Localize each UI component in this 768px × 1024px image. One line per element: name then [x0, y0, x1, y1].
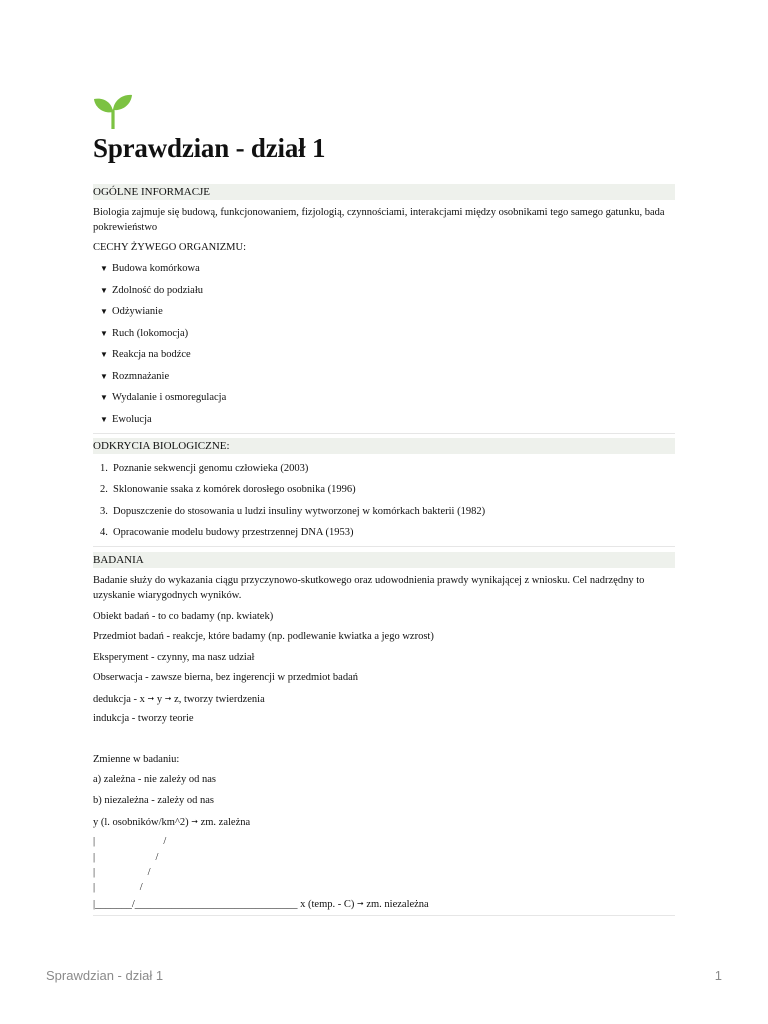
section-heading-discoveries: ODKRYCIA BIOLOGICZNE:	[93, 438, 675, 454]
divider	[93, 546, 675, 547]
toggle-item[interactable]: ▼ Rozmnażanie	[100, 371, 170, 382]
toggle-item[interactable]: ▼ Reakcja na bodźce	[100, 349, 191, 360]
variables-heading: Zmienne w badaniu:	[93, 754, 180, 765]
triangle-down-icon[interactable]: ▼	[100, 329, 108, 338]
toggle-item[interactable]: ▼ Wydalanie i osmoregulacja	[100, 392, 227, 403]
divider	[93, 915, 675, 916]
triangle-down-icon[interactable]: ▼	[100, 307, 108, 316]
page-title: Sprawdzian - dział 1	[93, 133, 326, 163]
triangle-down-icon[interactable]: ▼	[100, 286, 108, 295]
research-observation: Obserwacja - zawsze bierna, bez ingerencji w przedmiot badań	[93, 672, 358, 683]
list-item: 1. Poznanie sekwencji genomu człowieka (2003)	[100, 463, 309, 474]
triangle-down-icon[interactable]: ▼	[100, 415, 108, 424]
graph-line: | /	[93, 867, 151, 878]
graph-line: | /	[93, 852, 159, 863]
list-item: 2. Sklonowanie ssaka z komórek dorosłego osobnika (1996)	[100, 484, 356, 495]
list-item: 3. Dopuszczenie do stosowania u ludzi insuliny wytworzonej w komórkach bakterii (1982)	[100, 506, 486, 517]
traits-heading: CECHY ŻYWEGO ORGANIZMU:	[93, 242, 247, 253]
sprout-icon	[93, 93, 133, 129]
footer-doc-title: Sprawdzian - dział 1	[46, 968, 164, 983]
research-subject: Przedmiot badań - reakcje, które badamy (np. podlewanie kwiatka a jego wzrost)	[93, 631, 434, 642]
triangle-down-icon[interactable]: ▼	[100, 372, 108, 381]
research-experiment: Eksperyment - czynny, ma nasz udział	[93, 652, 255, 663]
arrow-right-icon: ➞	[357, 899, 364, 908]
arrow-right-icon: ➞	[147, 694, 155, 703]
arrow-right-icon: ➞	[164, 694, 172, 703]
graph-line: | /	[93, 836, 167, 847]
graph-line: | /	[93, 882, 143, 893]
graph-y-axis-label: y (l. osobników/km^2) ➞ zm. zależna	[93, 817, 251, 828]
section-heading-general: OGÓLNE INFORMACJE	[93, 184, 675, 200]
divider	[93, 433, 675, 434]
research-induction: indukcja - tworzy teorie	[93, 713, 194, 724]
triangle-down-icon[interactable]: ▼	[100, 350, 108, 359]
variable-independent: b) niezależna - zależy od nas	[93, 795, 214, 806]
arrow-right-icon: ➞	[191, 817, 198, 826]
footer-page-number: 1	[714, 968, 722, 983]
toggle-item[interactable]: ▼ Ruch (lokomocja)	[100, 328, 189, 339]
research-deduction: dedukcja - x ➞ y ➞ z, tworzy twierdzenia	[93, 694, 265, 705]
list-item: 4. Opracowanie modelu budowy przestrzennej DNA (1953)	[100, 527, 354, 538]
general-paragraph: Biologia zajmuje się budową, funkcjonowaniem, fizjologią, czynnościami, interakcjami między osobnikami tego samego gatunku, bada pokrewieństwo	[93, 207, 665, 233]
toggle-item[interactable]: ▼ Ewolucja	[100, 414, 152, 425]
toggle-item[interactable]: ▼ Odżywianie	[100, 306, 163, 317]
toggle-item[interactable]: ▼ Budowa komórkowa	[100, 263, 200, 274]
research-paragraph: Badanie służy do wykazania ciągu przyczynowo-skutkowego oraz udowodnienia prawdy wynikającej z wniosku. Cel nadrzędny to uzyskanie wiarygodnych wyników.	[93, 575, 645, 601]
variable-dependent: a) zależna - nie zależy od nas	[93, 774, 217, 785]
triangle-down-icon[interactable]: ▼	[100, 393, 108, 402]
research-object: Obiekt badań - to co badamy (np. kwiatek)	[93, 611, 274, 622]
graph-x-axis-label: |_______/_______________________________ x (temp. - C) ➞ zm. niezależna	[93, 899, 429, 910]
toggle-item[interactable]: ▼ Zdolność do podziału	[100, 285, 203, 296]
section-heading-research: BADANIA	[93, 552, 675, 568]
triangle-down-icon[interactable]: ▼	[100, 264, 108, 273]
